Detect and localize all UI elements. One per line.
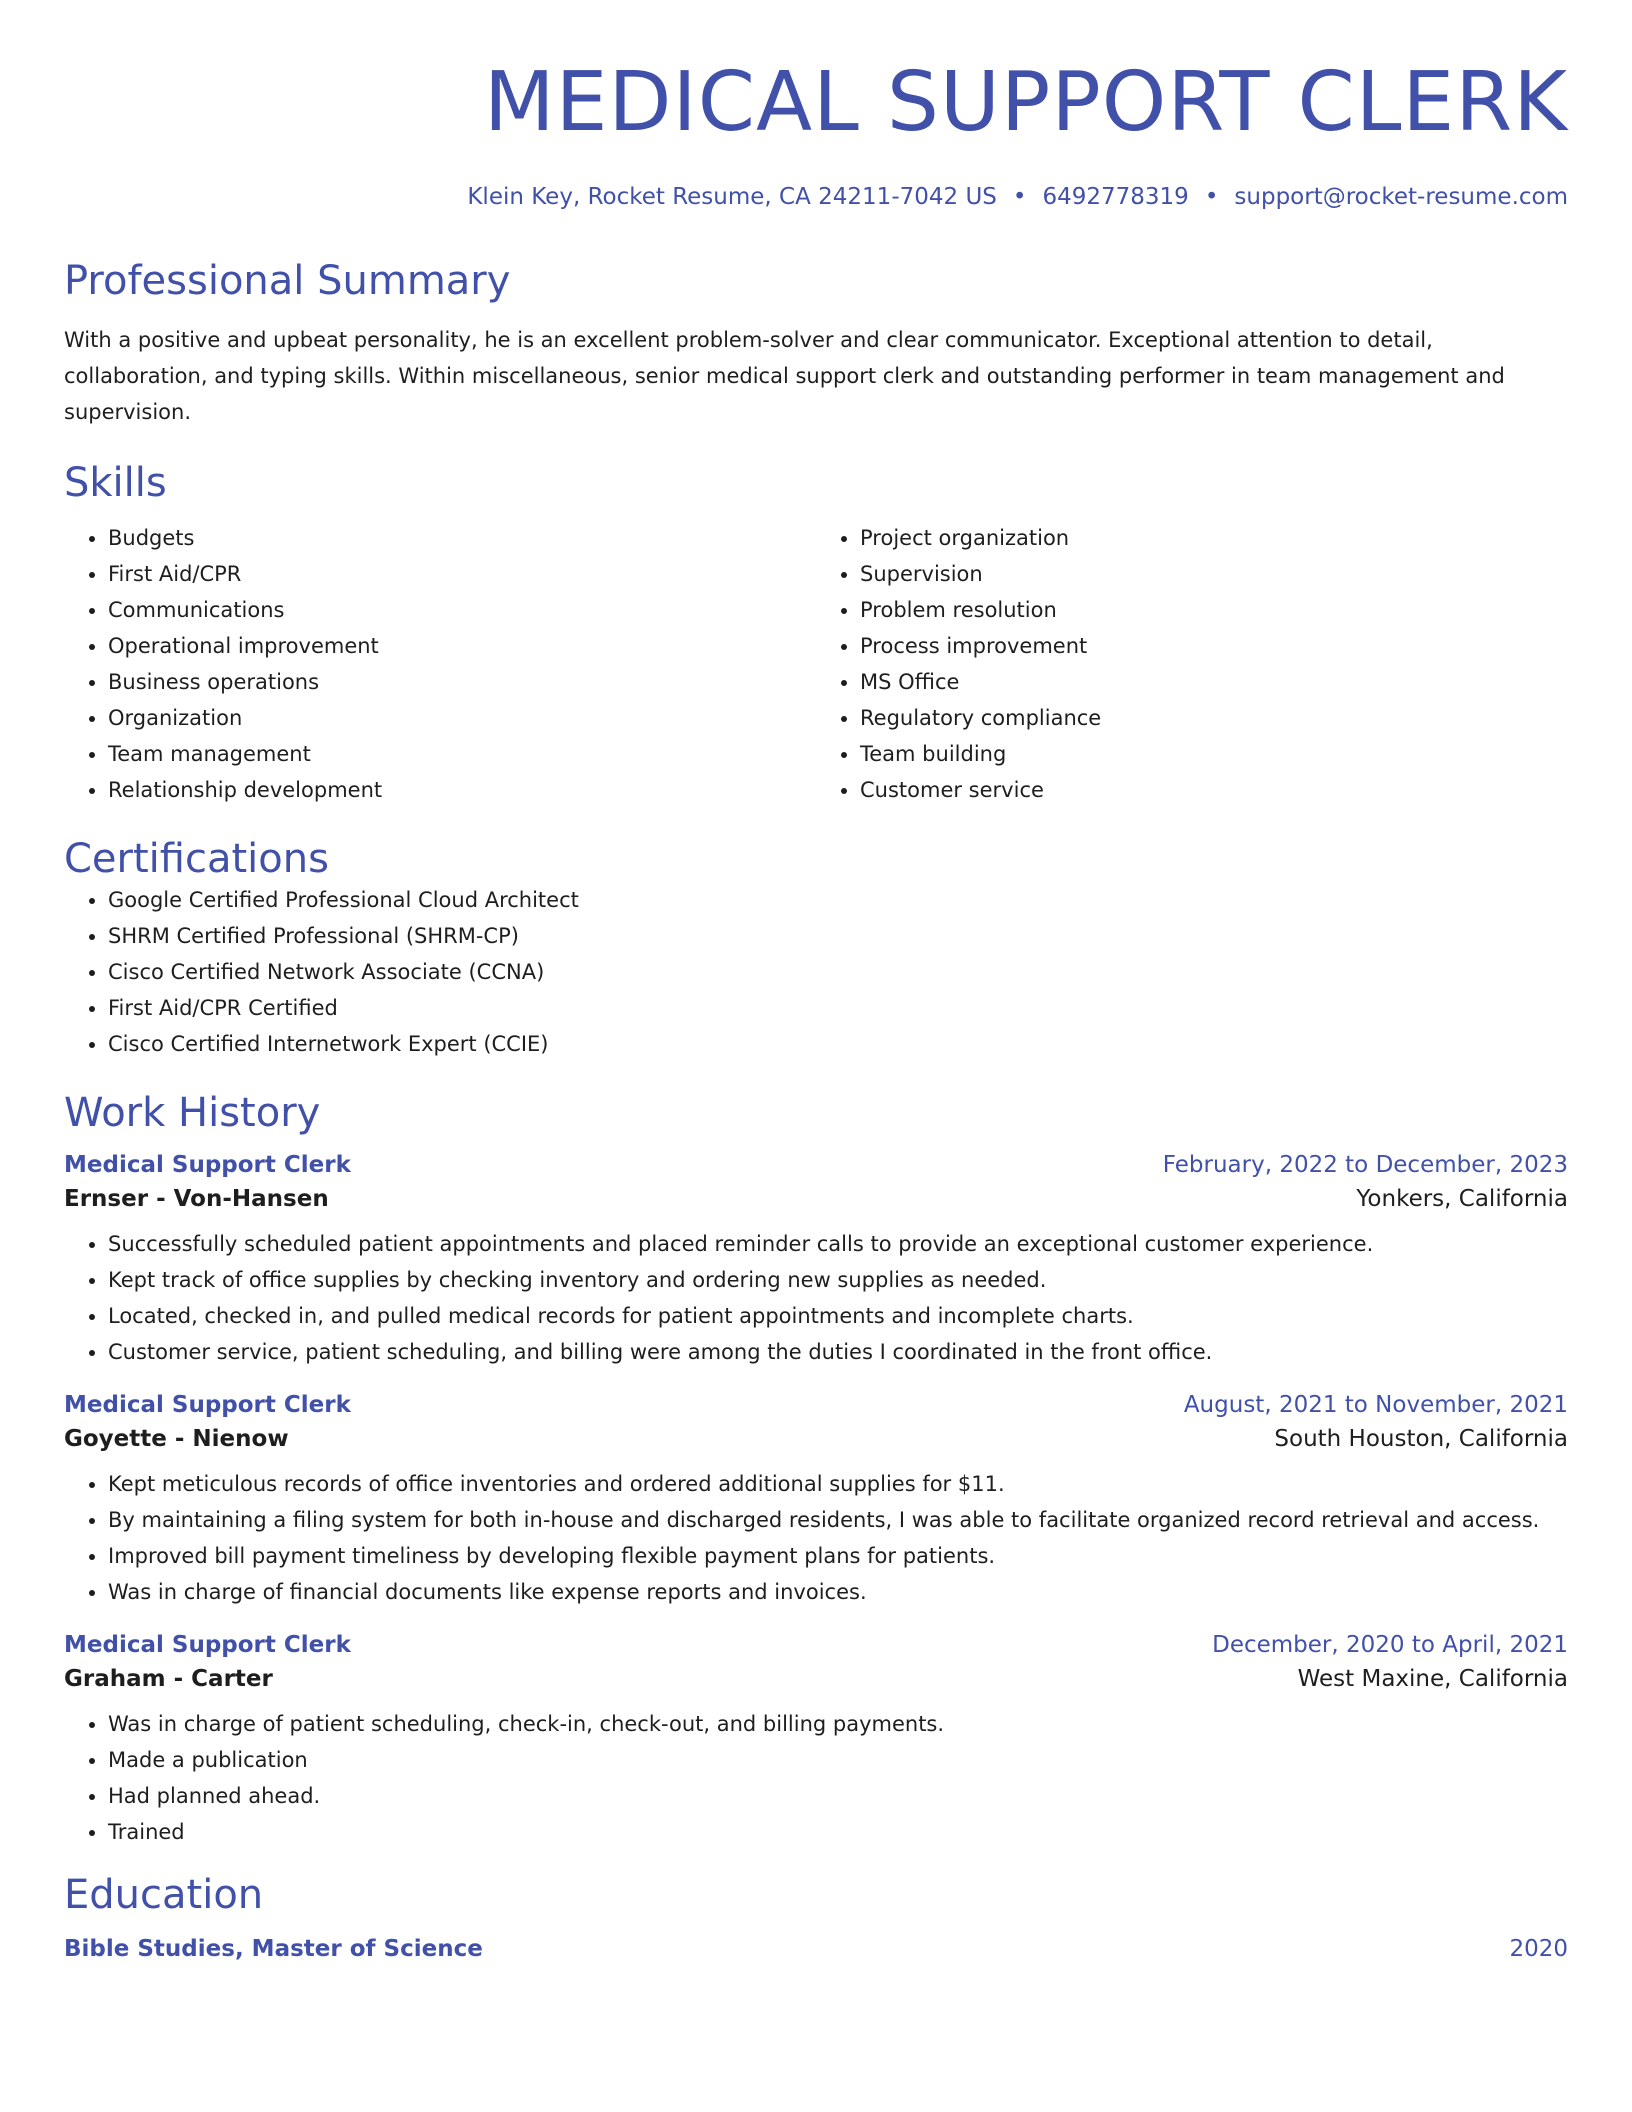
job-dates: February, 2022 to December, 2023 [1162, 1152, 1568, 1178]
skill-item: • Communications [108, 592, 816, 628]
work-history-title: Work History [64, 1090, 321, 1136]
skill-item: • Team management [108, 736, 816, 772]
job-duty: • Improved bill payment timeliness by developing flexible payment plans for patients. [108, 1538, 1568, 1574]
education-title: Education [64, 1872, 264, 1918]
job-duties [64, 1706, 1568, 1850]
job-dates: December, 2020 to April, 2021 [1212, 1632, 1568, 1658]
skill-item: • Supervision [860, 556, 1568, 592]
job-duty: • By maintaining a filing system for both in-house and discharged residents, I was able to facilitate organized record retrieval and access. [108, 1502, 1568, 1538]
skill-item: • Customer service [860, 772, 1568, 808]
job-duty: • Had planned ahead. [108, 1778, 1568, 1814]
job-duty: • Was in charge of patient scheduling, check-in, check-out, and billing payments. [108, 1706, 1568, 1742]
job-role: Medical Support Clerk [64, 1392, 351, 1418]
education-entry [64, 1936, 1568, 1962]
job-duty: • Successfully scheduled patient appointments and placed reminder calls to provide an exceptional customer experience. [108, 1226, 1568, 1262]
contact-address: Klein Key, Rocket Resume, CA 24211-7042 US [467, 184, 997, 210]
job-duties [64, 1226, 1568, 1370]
skill-item: • First Aid/CPR [108, 556, 816, 592]
skills-list-right [816, 520, 1568, 808]
job-duties [64, 1466, 1568, 1610]
skill-item: • Relationship development [108, 772, 816, 808]
skill-item: • Problem resolution [860, 592, 1568, 628]
job-duty: • Located, checked in, and pulled medical records for patient appointments and incomplete charts. [108, 1298, 1568, 1334]
summary-title: Professional Summary [64, 258, 511, 304]
certification-item: • SHRM Certified Professional (SHRM-CP) [108, 918, 1568, 954]
certifications-list [64, 882, 1568, 1062]
skill-item: • Business operations [108, 664, 816, 700]
job-location: West Maxine, California [1297, 1666, 1568, 1692]
skills-columns [64, 520, 1568, 808]
skill-item: • Operational improvement [108, 628, 816, 664]
contact-phone: 6492778319 [1042, 184, 1189, 210]
job-duty: • Kept track of office supplies by checking inventory and ordering new supplies as needed. [108, 1262, 1568, 1298]
job-entry [64, 1392, 1568, 1610]
job-company: Ernser - Von-Hansen [64, 1186, 329, 1212]
summary-text: With a positive and upbeat personality, he is an excellent problem-solver and clear communicator. Exceptional attention to detail, collaboration, and typing skills. Within miscellaneous, senior medical support clerk and outstanding performer in team management and supervision. [64, 328, 1505, 424]
skill-item: • MS Office [860, 664, 1568, 700]
job-location: South Houston, California [1274, 1426, 1568, 1452]
contact-line [64, 184, 1568, 210]
skill-item: • Budgets [108, 520, 816, 556]
skill-item: • Process improvement [860, 628, 1568, 664]
contact-email: support@rocket-resume.com [1234, 184, 1568, 210]
job-duty: • Trained [108, 1814, 1568, 1850]
certification-item: • Google Certified Professional Cloud Architect [108, 882, 1568, 918]
certification-item: • First Aid/CPR Certified [108, 990, 1568, 1026]
skill-item: • Team building [860, 736, 1568, 772]
skills-title: Skills [64, 460, 167, 506]
job-dates: August, 2021 to November, 2021 [1183, 1392, 1568, 1418]
contact-separator: • [1204, 184, 1219, 210]
job-role: Medical Support Clerk [64, 1152, 351, 1178]
job-duty: • Kept meticulous records of office inventories and ordered additional supplies for $11. [108, 1466, 1568, 1502]
education-year: 2020 [1509, 1936, 1568, 1962]
skill-item: • Organization [108, 700, 816, 736]
job-location: Yonkers, California [1356, 1186, 1568, 1212]
job-role: Medical Support Clerk [64, 1632, 351, 1658]
skill-item: • Project organization [860, 520, 1568, 556]
job-company: Graham - Carter [64, 1666, 273, 1692]
education-degree: Bible Studies, Master of Science [64, 1936, 483, 1962]
resume-name: MEDICAL SUPPORT CLERK [483, 55, 1568, 150]
certification-item: • Cisco Certified Internetwork Expert (CCIE) [108, 1026, 1568, 1062]
job-company: Goyette - Nienow [64, 1426, 289, 1452]
skill-item: • Regulatory compliance [860, 700, 1568, 736]
job-duty: • Was in charge of financial documents like expense reports and invoices. [108, 1574, 1568, 1610]
contact-separator: • [1012, 184, 1027, 210]
job-duty: • Made a publication [108, 1742, 1568, 1778]
certification-item: • Cisco Certified Network Associate (CCNA) [108, 954, 1568, 990]
certifications-title: Certifications [64, 836, 329, 882]
skills-list-left [64, 520, 816, 808]
job-duty: • Customer service, patient scheduling, and billing were among the duties I coordinated in the front office. [108, 1334, 1568, 1370]
job-entry [64, 1632, 1568, 1850]
job-entry [64, 1152, 1568, 1370]
